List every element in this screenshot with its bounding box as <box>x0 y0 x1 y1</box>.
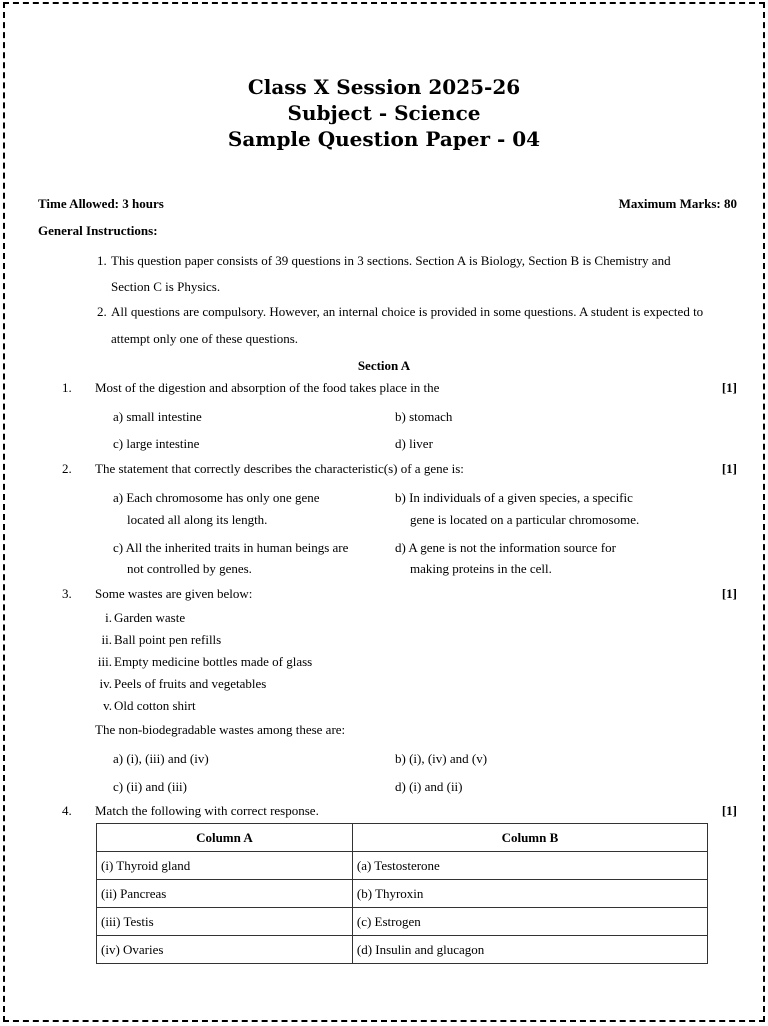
waste-item: Garden waste <box>114 610 186 625</box>
instruction-number: 1. <box>97 253 107 268</box>
question-number: 4. <box>62 803 72 818</box>
question-text: Match the following with correct response. <box>95 803 319 818</box>
question-number: 2. <box>62 461 72 476</box>
option-c: c) large intestine <box>113 436 200 451</box>
question-number: 1. <box>62 380 72 395</box>
paper-sample-title: Sample Question Paper - 04 <box>227 127 541 151</box>
option-c: c) All the inherited traits in human beings are <box>113 540 349 555</box>
waste-item-number: iv. <box>99 676 112 691</box>
maximum-marks: Maximum Marks: 80 <box>618 196 737 211</box>
instruction-number: 2. <box>97 304 107 319</box>
table-cell: (i) Thyroid gland <box>97 852 353 880</box>
question-marks: [1] <box>721 461 737 476</box>
table-cell: (iii) Testis <box>97 908 353 936</box>
question-marks: [1] <box>721 586 737 601</box>
match-table <box>96 823 708 964</box>
option-b-continued: gene is located on a particular chromosome. <box>410 512 640 527</box>
table-cell: (c) Estrogen <box>352 908 707 936</box>
instruction-text: This question paper consists of 39 questions in 3 sections. Section A is Biology, Section B is Chemistry and <box>111 253 671 268</box>
option-a-continued: located all along its length. <box>127 512 268 527</box>
option-b: b) stomach <box>395 409 453 424</box>
instruction-text: All questions are compulsory. However, an internal choice is provided in some questions. A student is expected to <box>111 304 704 319</box>
instruction-text-continued: Section C is Physics. <box>111 279 221 294</box>
waste-item-number: iii. <box>97 654 112 669</box>
paper-subject-title: Subject - Science <box>287 101 481 125</box>
table-cell: (iv) Ovaries <box>97 936 353 964</box>
table-cell: (a) Testosterone <box>352 852 707 880</box>
paper-class-title: Class X Session 2025-26 <box>247 75 521 99</box>
question-text: Most of the digestion and absorption of the food takes place in the <box>95 380 440 395</box>
option-c-continued: not controlled by genes. <box>127 561 252 576</box>
option-d: d) liver <box>395 436 433 451</box>
option-a: a) (i), (iii) and (iv) <box>113 751 209 766</box>
time-allowed: Time Allowed: 3 hours <box>38 196 164 211</box>
waste-item-number: ii. <box>101 632 112 647</box>
waste-item: Peels of fruits and vegetables <box>114 676 267 691</box>
question-text: The statement that correctly describes the characteristic(s) of a gene is: <box>95 461 464 476</box>
question-marks: [1] <box>721 380 737 395</box>
waste-item-number: v. <box>103 698 112 713</box>
waste-item: Old cotton shirt <box>114 698 196 713</box>
question-prompt: The non-biodegradable wastes among these are: <box>95 722 346 737</box>
general-instructions-heading: General Instructions: <box>38 223 158 238</box>
table-row <box>97 880 708 908</box>
table-row <box>97 908 708 936</box>
option-d: d) (i) and (ii) <box>395 779 463 794</box>
instruction-text-continued: attempt only one of these questions. <box>111 331 299 346</box>
question-number: 3. <box>62 586 72 601</box>
option-c: c) (ii) and (iii) <box>113 779 187 794</box>
option-b: b) In individuals of a given species, a specific <box>395 490 633 505</box>
table-cell: (ii) Pancreas <box>97 880 353 908</box>
table-cell: (b) Thyroxin <box>352 880 707 908</box>
column-a-header: Column A <box>97 824 353 852</box>
waste-item: Ball point pen refills <box>114 632 222 647</box>
question-text: Some wastes are given below: <box>95 586 253 601</box>
question-paper-page <box>3 2 765 1022</box>
waste-item: Empty medicine bottles made of glass <box>114 654 313 669</box>
table-row <box>97 852 708 880</box>
section-heading: Section A <box>357 358 411 373</box>
waste-item-number: i. <box>105 610 112 625</box>
option-d: d) A gene is not the information source for <box>395 540 616 555</box>
column-b-header: Column B <box>352 824 707 852</box>
option-a: a) Each chromosome has only one gene <box>113 490 320 505</box>
table-cell: (d) Insulin and glucagon <box>352 936 707 964</box>
option-d-continued: making proteins in the cell. <box>410 561 552 576</box>
option-b: b) (i), (iv) and (v) <box>395 751 488 766</box>
table-header-row <box>97 824 708 852</box>
table-row <box>97 936 708 964</box>
option-a: a) small intestine <box>113 409 202 424</box>
question-marks: [1] <box>721 803 737 818</box>
